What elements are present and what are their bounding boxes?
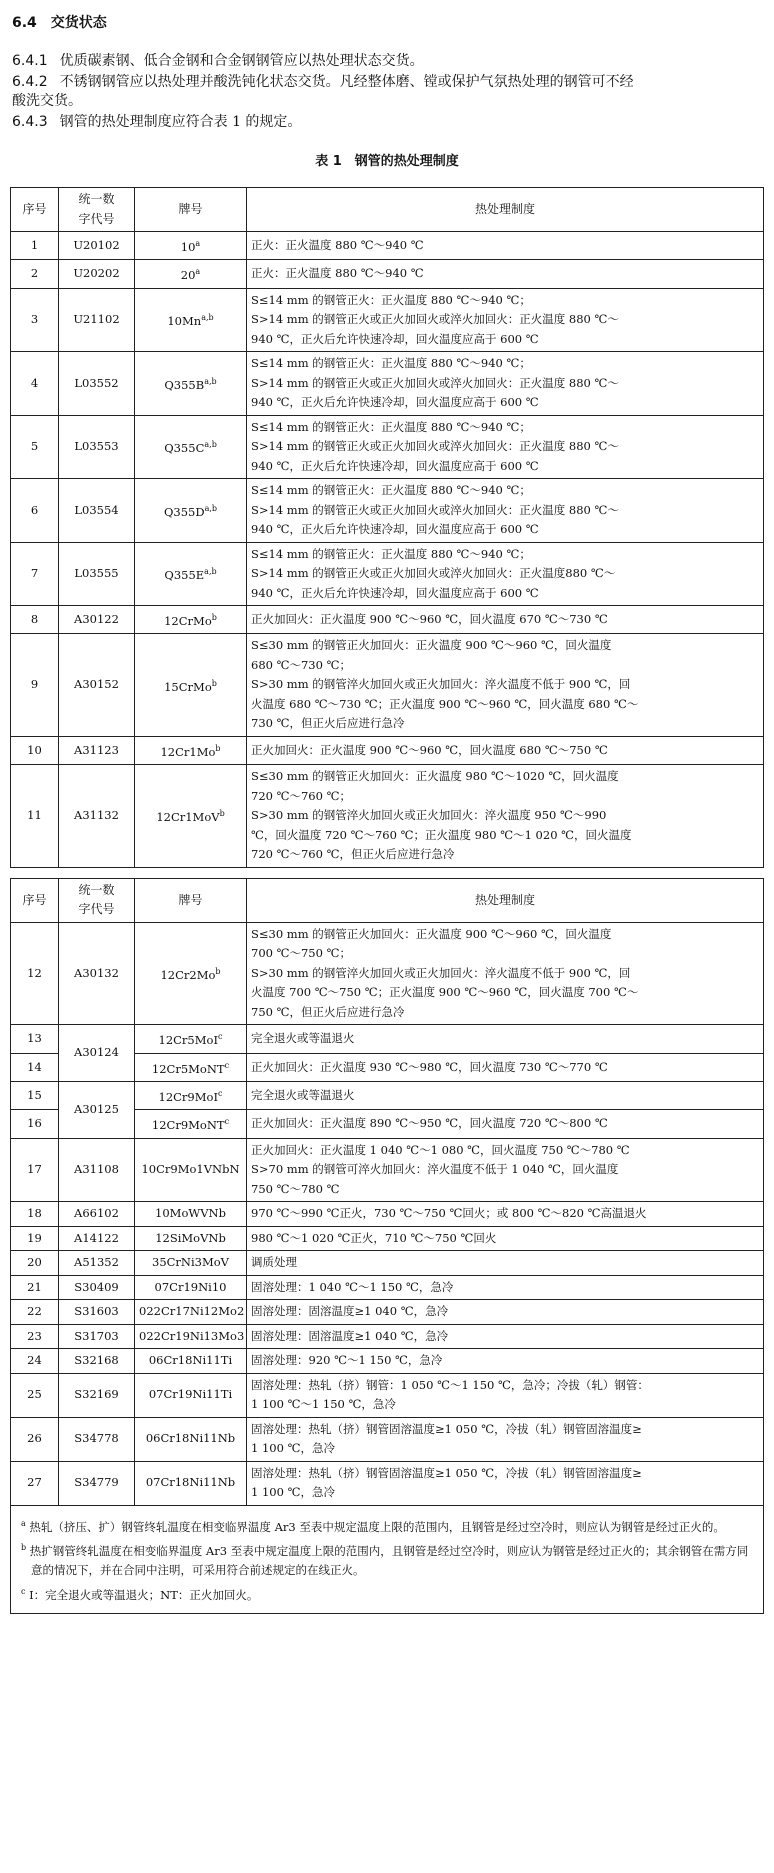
treatment-line: 750 ℃～780 ℃: [251, 1181, 340, 1196]
treatment-line: 正火加回火：正火温度 1 040 ℃～1 080 ℃，回火温度 750 ℃～780 ℃: [251, 1142, 630, 1157]
treatment-line: 正火：正火温度 880 ℃～940 ℃: [251, 266, 424, 281]
steel-grade: [135, 352, 247, 416]
clause-number: 6.4.2: [12, 74, 48, 90]
footnote-text: 热扩钢管终轧温度在相变临界温度 Ar3 至表中规定温度上限的范围内，且钢管是经过空冷时，则应认为钢管是经过正火的；其余钢管在需方同意的情况下，并在合同中注明，可采用符合前述规定的在线正火。: [26, 1544, 749, 1578]
header-code: [59, 878, 135, 922]
heat-treatment-text: [247, 260, 764, 288]
heat-treatment-text: [247, 1138, 764, 1202]
header-treatment: 热处理制度: [247, 188, 764, 232]
heat-treatment-text: [247, 288, 764, 352]
steel-grade: [135, 542, 247, 606]
table-row: [11, 1461, 764, 1505]
heat-treatment-text: [247, 922, 764, 1025]
treatment-line: S≤14 mm 的钢管正火：正火温度 880 ℃～940 ℃；: [251, 546, 531, 561]
heat-treatment-text: [247, 765, 764, 868]
footnote: [21, 1514, 753, 1537]
heat-treatment-table-part1: [10, 187, 764, 868]
unified-code: S32169: [59, 1373, 135, 1417]
row-number: 19: [11, 1226, 59, 1251]
heat-treatment-text: [247, 1275, 764, 1300]
grade-name: 12Cr5MoI: [158, 1033, 218, 1048]
footnote-mark: a,b: [204, 440, 217, 450]
unified-code: A30152: [59, 634, 135, 737]
treatment-line: S>14 mm 的钢管正火或正火加回火或淬火加回火：正火温度 880 ℃～: [251, 375, 619, 390]
treatment-line: 940 ℃，正火后允许快速冷却，回火温度应高于 600 ℃: [251, 458, 539, 473]
table-caption: 表 1 钢管的热处理制度: [315, 154, 459, 169]
row-number: 4: [11, 352, 59, 416]
treatment-line: 正火加回火：正火温度 930 ℃～980 ℃，回火温度 730 ℃～770 ℃: [251, 1059, 608, 1074]
treatment-line: 700 ℃～750 ℃；: [251, 946, 351, 961]
table-row: [11, 1349, 764, 1374]
footnote: [21, 1538, 753, 1580]
table-row: [11, 1251, 764, 1276]
row-number: 9: [11, 634, 59, 737]
footnote-mark: c: [218, 1088, 223, 1098]
heat-treatment-text: [247, 542, 764, 606]
section-title: 6.4 交货状态: [12, 15, 107, 31]
table-row: [11, 1417, 764, 1461]
steel-grade: [135, 232, 247, 260]
row-number: 8: [11, 606, 59, 634]
header-treatment: 热处理制度: [247, 878, 764, 922]
table-row: [11, 352, 764, 416]
heat-treatment-text: [247, 1226, 764, 1251]
unified-code: A30125: [59, 1081, 135, 1138]
treatment-line: ℃，回火温度 720 ℃～760 ℃；正火温度 980 ℃～1 020 ℃，回火温度: [251, 827, 632, 842]
unified-code: S30409: [59, 1275, 135, 1300]
grade-name: 10: [180, 239, 196, 254]
unified-code: A30132: [59, 922, 135, 1025]
treatment-line: S>14 mm 的钢管正火或正火加回火或淬火加回火：正火温度 880 ℃～: [251, 439, 619, 454]
footnote-mark: a: [195, 267, 201, 277]
unified-code: A31108: [59, 1138, 135, 1202]
footnote-mark: a: [21, 1518, 26, 1528]
row-number: 16: [11, 1110, 59, 1138]
grade-name: 022Cr19Ni13Mo3: [139, 1328, 245, 1343]
unified-code: S32168: [59, 1349, 135, 1374]
table-header-row: [11, 878, 764, 922]
clause-text: 优质碳素钢、低合金钢和合金钢钢管应以热处理状态交货。: [59, 53, 424, 69]
steel-grade: [135, 606, 247, 634]
treatment-line: 正火：正火温度 880 ℃～940 ℃: [251, 237, 424, 252]
unified-code: A31123: [59, 736, 135, 764]
grade-name: 12Cr2Mo: [160, 967, 216, 982]
heat-treatment-text: [247, 232, 764, 260]
unified-code: A31132: [59, 765, 135, 868]
steel-grade: [135, 1202, 247, 1227]
grade-name: Q355E: [164, 568, 205, 583]
unified-code: U21102: [59, 288, 135, 352]
steel-grade: [135, 736, 247, 764]
heat-treatment-table-part2: [10, 878, 764, 1506]
treatment-line: S≤30 mm 的钢管正火加回火：正火温度 980 ℃～1020 ℃，回火温度: [251, 769, 619, 784]
table-row: [11, 1300, 764, 1325]
heat-treatment-text: [247, 1110, 764, 1138]
grade-name: 15CrMo: [164, 679, 212, 694]
row-number: 13: [11, 1025, 59, 1053]
table-row: [11, 1226, 764, 1251]
grade-name: 10MoWVNb: [155, 1206, 226, 1221]
table-header-row: [11, 188, 764, 232]
heat-treatment-text: [247, 479, 764, 543]
header-code: [59, 188, 135, 232]
treatment-line: 固溶处理：热轧（挤）钢管固溶温度≥1 050 ℃，冷拔（轧）钢管固溶温度≥: [251, 1465, 642, 1480]
footnote-mark: b: [215, 966, 221, 976]
row-number: 24: [11, 1349, 59, 1374]
steel-grade: [135, 1324, 247, 1349]
table-row: [11, 1275, 764, 1300]
steel-grade: [135, 1081, 247, 1109]
header-code-line1: 统一数: [78, 192, 115, 206]
clause-6-4-1: [12, 52, 764, 71]
row-number: 15: [11, 1081, 59, 1109]
grade-name: 07Cr18Ni11Nb: [145, 1475, 236, 1490]
clause-text: 不锈钢钢管应以热处理并酸洗钝化状态交货。凡经整体磨、镗或保护气氛热处理的钢管可不经: [59, 74, 634, 90]
treatment-line: 680 ℃～730 ℃；: [251, 657, 351, 672]
footnote-mark: c: [224, 1117, 230, 1127]
heat-treatment-text: [247, 415, 764, 479]
unified-code: A51352: [59, 1251, 135, 1276]
row-number: 20: [11, 1251, 59, 1276]
header-no: 序号: [11, 188, 59, 232]
table-row: [11, 1373, 764, 1417]
table-row: [11, 288, 764, 352]
treatment-line: 火温度 680 ℃～730 ℃；正火温度 900 ℃～960 ℃，回火温度 680 ℃～: [251, 696, 639, 711]
clause-6-4-2-continued: 酸洗交货。: [12, 93, 82, 109]
clause-6-4-2: [12, 73, 764, 92]
steel-grade: [135, 1226, 247, 1251]
heat-treatment-text: [247, 1053, 764, 1081]
grade-name: Q355D: [163, 504, 205, 519]
treatment-line: S≤14 mm 的钢管正火：正火温度 880 ℃～940 ℃；: [251, 483, 531, 498]
treatment-line: 730 ℃，但正火后应进行急冷: [251, 716, 405, 731]
unified-code: A30124: [59, 1025, 135, 1082]
treatment-line: S>14 mm 的钢管正火或正火加回火或淬火加回火：正火温度 880 ℃～: [251, 312, 619, 327]
treatment-line: 完全退火或等温退火: [251, 1087, 355, 1102]
grade-name: Q355C: [164, 441, 205, 456]
footnote-mark: a,b: [204, 376, 217, 386]
heat-treatment-text: [247, 1417, 764, 1461]
footnote-mark: c: [218, 1032, 223, 1042]
grade-name: 12Cr1MoV: [156, 810, 220, 825]
table-footnotes: [10, 1506, 764, 1614]
table-row: [11, 260, 764, 288]
header-code-line1: 统一数: [78, 882, 115, 897]
steel-grade: [135, 1110, 247, 1138]
row-number: 25: [11, 1373, 59, 1417]
table-row: [11, 1324, 764, 1349]
unified-code: U20202: [59, 260, 135, 288]
header-code-line2: 字代号: [78, 211, 115, 226]
grade-name: Q355B: [164, 377, 205, 392]
unified-code: L03552: [59, 352, 135, 416]
footnote-mark: a,b: [204, 503, 218, 513]
treatment-line: 固溶处理：固溶温度≥1 040 ℃，急冷: [251, 1304, 449, 1319]
steel-grade: [135, 288, 247, 352]
clause-6-4-3: [12, 113, 764, 132]
treatment-line: S≤14 mm 的钢管正火：正火温度 880 ℃～940 ℃；: [251, 292, 531, 307]
heat-treatment-text: [247, 1202, 764, 1227]
treatment-line: S≤14 mm 的钢管正火：正火温度 880 ℃～940 ℃；: [251, 419, 531, 434]
unified-code: L03553: [59, 415, 135, 479]
treatment-line: 正火加回火：正火温度 890 ℃～950 ℃，回火温度 720 ℃～800 ℃: [251, 1116, 608, 1131]
footnote-mark: b: [215, 743, 221, 753]
heat-treatment-text: [247, 606, 764, 634]
steel-grade: [135, 1275, 247, 1300]
heat-treatment-text: [247, 1251, 764, 1276]
heat-treatment-text: [247, 1300, 764, 1325]
row-number: 14: [11, 1053, 59, 1081]
treatment-line: 750 ℃，但正火后应进行急冷: [251, 1004, 405, 1019]
treatment-line: S>30 mm 的钢管淬火加回火或正火加回火：淬火温度 950 ℃～990: [251, 808, 607, 823]
table-row: [11, 542, 764, 606]
footnote: [21, 1582, 753, 1605]
grade-name: 10Cr9Mo1VNbN: [141, 1162, 240, 1177]
grade-name: 022Cr17Ni12Mo2: [139, 1304, 245, 1319]
treatment-line: 正火加回火：正火温度 900 ℃～960 ℃，回火温度 680 ℃～750 ℃: [251, 742, 608, 757]
treatment-line: S>30 mm 的钢管淬火加回火或正火加回火：淬火温度不低于 900 ℃，回: [251, 677, 631, 692]
treatment-line: 1 100 ℃～1 150 ℃，急冷: [251, 1397, 396, 1412]
heat-treatment-text: [247, 352, 764, 416]
treatment-line: 固溶处理：热轧（挤）钢管：1 050 ℃～1 150 ℃，急冷；冷拔（轧）钢管：: [251, 1377, 649, 1392]
treatment-line: 固溶处理：1 040 ℃～1 150 ℃，急冷: [251, 1279, 454, 1294]
treatment-line: S>14 mm 的钢管正火或正火加回火或淬火加回火：正火温度 880 ℃～: [251, 502, 619, 517]
row-number: 26: [11, 1417, 59, 1461]
table-row: [11, 1202, 764, 1227]
steel-grade: [135, 415, 247, 479]
heat-treatment-text: [247, 1081, 764, 1109]
clause-text: 钢管的热处理制度应符合表 1 的规定。: [59, 114, 302, 130]
steel-grade: [135, 1461, 247, 1505]
grade-name: 07Cr19Ni10: [154, 1279, 227, 1294]
row-number: 27: [11, 1461, 59, 1505]
steel-grade: [135, 1417, 247, 1461]
header-code-line2: 字代号: [78, 902, 115, 917]
table-row: [11, 736, 764, 764]
heat-treatment-text: [247, 1324, 764, 1349]
row-number: 5: [11, 415, 59, 479]
table-row: [11, 232, 764, 260]
grade-name: 07Cr19Ni11Ti: [148, 1387, 233, 1402]
footnote-text: I：完全退火或等温退火；NT：正火加回火。: [25, 1588, 259, 1603]
steel-grade: [135, 260, 247, 288]
treatment-line: S>30 mm 的钢管淬火加回火或正火加回火：淬火温度不低于 900 ℃，回: [251, 965, 631, 980]
unified-code: S34779: [59, 1461, 135, 1505]
grade-name: 12SiMoVNb: [155, 1230, 226, 1245]
treatment-line: 940 ℃，正火后允许快速冷却，回火温度应高于 600 ℃: [251, 585, 539, 600]
row-number: 3: [11, 288, 59, 352]
treatment-line: 固溶处理：热轧（挤）钢管固溶温度≥1 050 ℃，冷拔（轧）钢管固溶温度≥: [251, 1421, 642, 1436]
row-number: 10: [11, 736, 59, 764]
unified-code: A14122: [59, 1226, 135, 1251]
grade-name: 06Cr18Ni11Nb: [145, 1431, 236, 1446]
treatment-line: 720 ℃～760 ℃，但正火后应进行急冷: [251, 847, 455, 862]
table-row: [11, 1081, 764, 1109]
treatment-line: S≤30 mm 的钢管正火加回火：正火温度 900 ℃～960 ℃，回火温度: [251, 638, 612, 653]
treatment-line: 调质处理: [251, 1255, 297, 1270]
table-row: [11, 479, 764, 543]
table-row: [11, 765, 764, 868]
row-number: 7: [11, 542, 59, 606]
row-number: 1: [11, 232, 59, 260]
header-grade: 牌号: [135, 188, 247, 232]
grade-name: 12CrMo: [164, 613, 212, 628]
steel-grade: [135, 765, 247, 868]
steel-grade: [135, 1373, 247, 1417]
grade-name: 12Cr5MoNT: [151, 1061, 225, 1076]
treatment-line: 970 ℃～990 ℃正火，730 ℃～750 ℃回火；或 800 ℃～820 ℃高温退火: [251, 1206, 647, 1221]
steel-grade: [135, 922, 247, 1025]
table-row: [11, 606, 764, 634]
clause-number: 6.4.3: [12, 114, 48, 130]
steel-grade: [135, 1025, 247, 1053]
document-page: [0, 12, 774, 1614]
footnote-mark: b: [219, 809, 225, 819]
grade-name: 20: [180, 268, 196, 283]
unified-code: U20102: [59, 232, 135, 260]
table-row: [11, 1138, 764, 1202]
treatment-line: 940 ℃，正火后允许快速冷却，回火温度应高于 600 ℃: [251, 395, 539, 410]
header-no: 序号: [11, 878, 59, 922]
row-number: 17: [11, 1138, 59, 1202]
table-row: [11, 1025, 764, 1053]
row-number: 18: [11, 1202, 59, 1227]
grade-name: 12Cr1Mo: [160, 744, 216, 759]
grade-name: 10Mn: [167, 314, 202, 329]
treatment-line: 1 100 ℃，急冷: [251, 1485, 335, 1500]
row-number: 23: [11, 1324, 59, 1349]
unified-code: L03555: [59, 542, 135, 606]
treatment-line: 940 ℃，正火后允许快速冷却，回火温度应高于 600 ℃: [251, 331, 539, 346]
row-number: 11: [11, 765, 59, 868]
steel-grade: [135, 1251, 247, 1276]
heat-treatment-text: [247, 736, 764, 764]
unified-code: S31703: [59, 1324, 135, 1349]
treatment-line: 720 ℃～760 ℃；: [251, 788, 351, 803]
footnote-mark: c: [21, 1587, 26, 1597]
treatment-line: S≤14 mm 的钢管正火：正火温度 880 ℃～940 ℃；: [251, 356, 531, 371]
footnote-mark: b: [211, 613, 217, 623]
steel-grade: [135, 1349, 247, 1374]
row-number: 22: [11, 1300, 59, 1325]
treatment-line: 火温度 700 ℃～750 ℃；正火温度 900 ℃～960 ℃，回火温度 700 ℃～: [251, 985, 639, 1000]
treatment-line: 正火加回火：正火温度 900 ℃～960 ℃，回火温度 670 ℃～730 ℃: [251, 612, 608, 627]
treatment-line: 1 100 ℃，急冷: [251, 1441, 335, 1456]
table-row: [11, 634, 764, 737]
unified-code: A66102: [59, 1202, 135, 1227]
steel-grade: [135, 479, 247, 543]
footnote-mark: b: [21, 1543, 27, 1553]
steel-grade: [135, 634, 247, 737]
treatment-line: S>14 mm 的钢管正火或正火加回火或淬火加回火：正火温度880 ℃～: [251, 566, 616, 581]
heat-treatment-text: [247, 634, 764, 737]
footnote-mark: c: [224, 1060, 230, 1070]
footnote-mark: a,b: [201, 313, 214, 323]
treatment-line: 固溶处理：固溶温度≥1 040 ℃，急冷: [251, 1328, 449, 1343]
unified-code: L03554: [59, 479, 135, 543]
footnote-text: 热轧（挤压、扩）钢管终轧温度在相变临界温度 Ar3 至表中规定温度上限的范围内，且钢管是经过空冷时，则应认为钢管是经过正火的。: [25, 1519, 725, 1534]
grade-name: 12Cr9MoNT: [151, 1118, 225, 1133]
row-number: 2: [11, 260, 59, 288]
row-number: 21: [11, 1275, 59, 1300]
footnote-mark: b: [211, 678, 217, 688]
treatment-line: 完全退火或等温退火: [251, 1031, 355, 1046]
treatment-line: S≤30 mm 的钢管正火加回火：正火温度 900 ℃～960 ℃，回火温度: [251, 926, 612, 941]
heat-treatment-text: [247, 1025, 764, 1053]
treatment-line: 980 ℃～1 020 ℃正火，710 ℃～750 ℃回火: [251, 1230, 497, 1245]
unified-code: A30122: [59, 606, 135, 634]
grade-name: 35CrNi3MoV: [152, 1255, 229, 1270]
clause-number: 6.4.1: [12, 53, 48, 69]
row-number: 6: [11, 479, 59, 543]
heat-treatment-text: [247, 1461, 764, 1505]
footnote-mark: a,b: [204, 567, 217, 577]
treatment-line: 940 ℃，正火后允许快速冷却，回火温度应高于 600 ℃: [251, 522, 539, 537]
heat-treatment-text: [247, 1349, 764, 1374]
steel-grade: [135, 1300, 247, 1325]
grade-name: 06Cr18Ni11Ti: [148, 1353, 233, 1368]
table-row: [11, 415, 764, 479]
steel-grade: [135, 1138, 247, 1202]
row-number: 12: [11, 922, 59, 1025]
treatment-line: S>70 mm 的钢管可淬火加回火：淬火温度不低于 1 040 ℃，回火温度: [251, 1162, 619, 1177]
heat-treatment-text: [247, 1373, 764, 1417]
unified-code: S34778: [59, 1417, 135, 1461]
table-row: [11, 922, 764, 1025]
steel-grade: [135, 1053, 247, 1081]
treatment-line: 固溶处理：920 ℃～1 150 ℃，急冷: [251, 1353, 443, 1368]
grade-name: 12Cr9MoI: [158, 1089, 218, 1104]
header-grade: 牌号: [135, 878, 247, 922]
footnote-mark: a: [195, 239, 201, 248]
unified-code: S31603: [59, 1300, 135, 1325]
